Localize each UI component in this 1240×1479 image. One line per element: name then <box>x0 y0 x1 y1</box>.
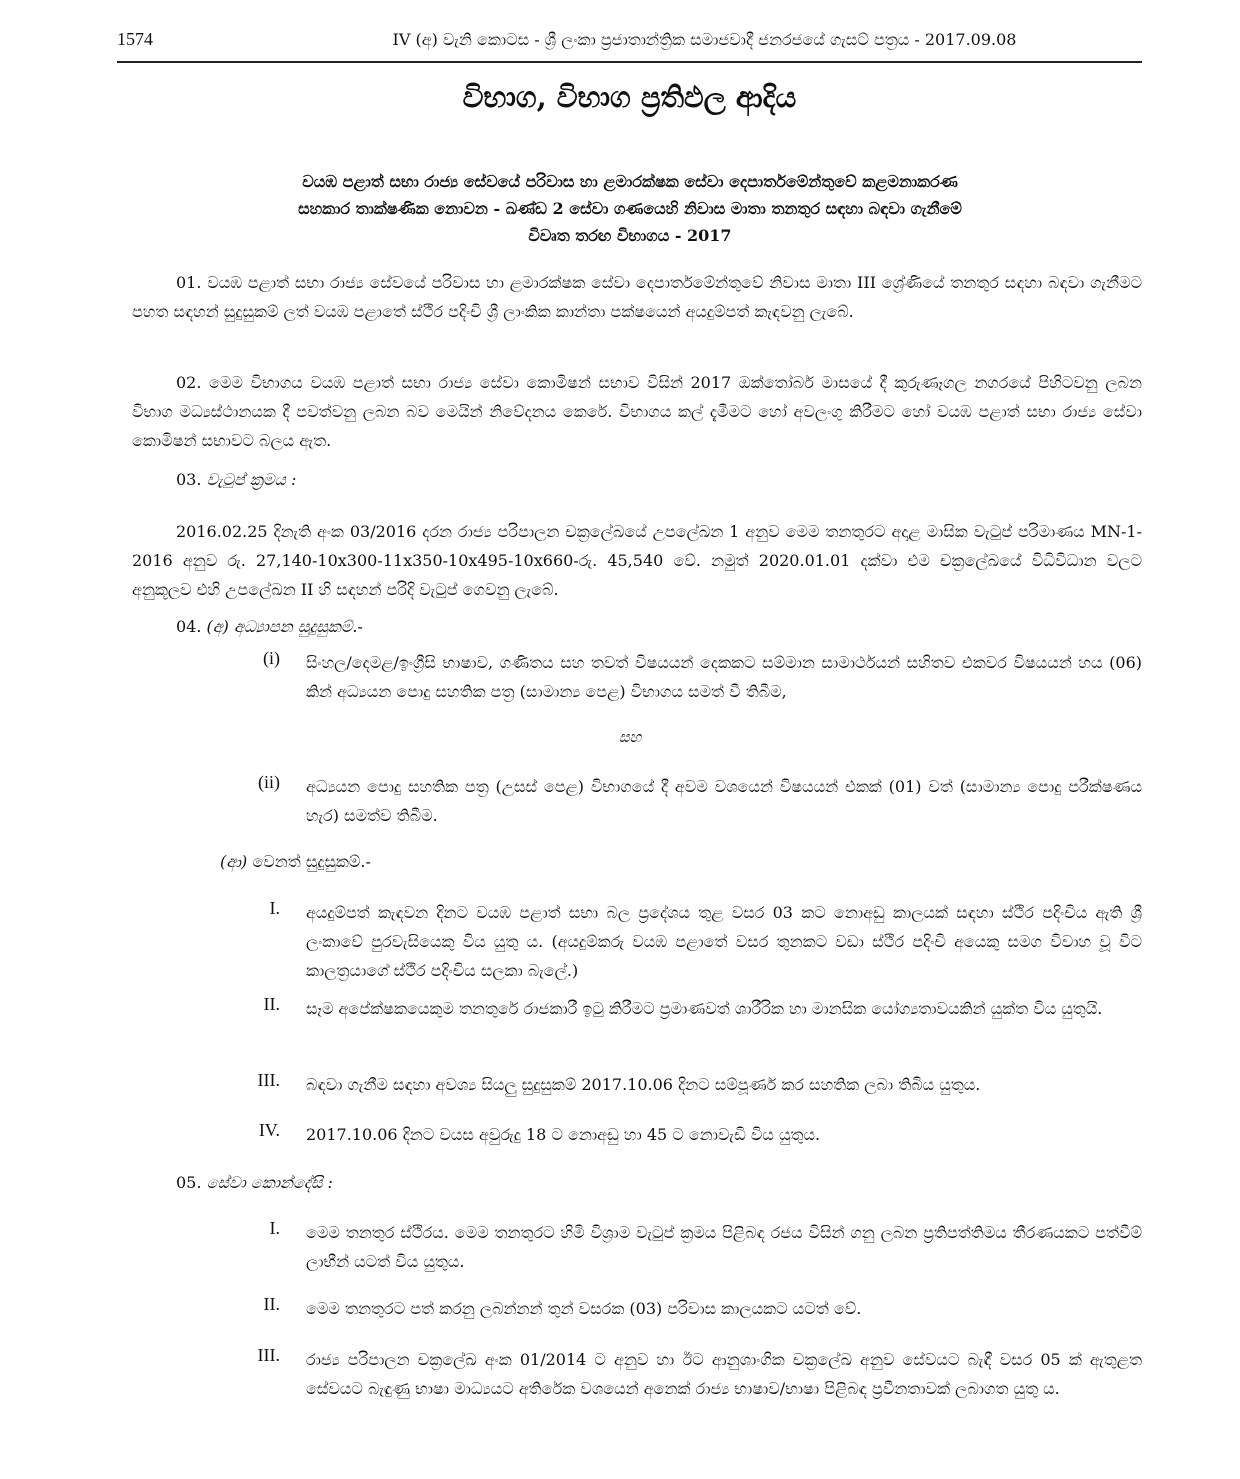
list-text: මෙම තනතුර ස්ථිරය. මෙම තනතුරට හිමි විශ්‍රාම වැටුප් ක්‍රමය පිළිබඳ රජය විසින් ගනු ලබන ප්‍රතිපත්තිමය තීරණයකට පත්වීම් ලාභීන් යටත් විය යුතුය. <box>306 1223 1142 1271</box>
section-title: වැටුප් ක්‍රමය : <box>206 470 297 489</box>
page-title: විභාග, විභාග ප්‍රතිඵල ආදිය <box>462 80 797 114</box>
section-title: වෙනත් සුදුසුකම්.- <box>252 852 371 871</box>
list-text: සෑම අපේක්ෂකයෙකුම තනතුරේ රාජකාරී ඉටු කිරීමට ප්‍රමාණවත් ශාරීරික හා මානසික යෝග්‍යතාවයකින් යුක්ත විය යුතුයි. <box>306 999 1103 1018</box>
list-item <box>240 1345 1142 1403</box>
notice-heading-line: විවෘත තරඟ විභාගය - 2017 <box>528 226 732 245</box>
section-04-heading <box>176 617 363 637</box>
list-marker: (i) <box>263 648 280 668</box>
list-item <box>240 994 1142 1023</box>
page-header <box>117 27 1142 63</box>
list-marker: I. <box>269 898 280 918</box>
section-sub-marker: (අ) <box>206 617 229 636</box>
section-number: 04. <box>176 617 202 636</box>
list-item <box>240 898 1142 985</box>
page-number: 1574 <box>117 29 153 49</box>
list-item <box>240 1120 1142 1149</box>
list-marker: III. <box>257 1070 280 1090</box>
list-text: බඳවා ගැනීම සඳහා අවශ්‍ය සියලු සුදුසුකම් 2017.10.06 දිනට සම්පූර්ණ කර සහතික ලබා තිබිය යුතුය. <box>306 1075 981 1094</box>
list-text: මෙම තනතුරට පත් කරනු ලබන්නන් තුන් වසරක (03) පරිවාස කාලයකට යටත් වේ. <box>306 1299 862 1318</box>
list-text: අධ්‍යයන පොදු සහතික පත්‍ර (උසස් පෙළ) විභාගයේ දී අවම වශයෙන් විෂයයන් එකක් (01) වත් (සාමාන්‍ය පොදු පරීක්ෂණය හැර) සමත්ව තිබීම. <box>306 777 1142 825</box>
list-text: රාජ්‍ය පරිපාලන චක්‍රලේඛ අංක 01/2014 ට අනුව හා ඊට ආනුශාංගික චක්‍රලේඛ අනුව සේවයට බැඳී වසර 05 ක් ඇතුළත සේවයට බැඳුණු භාෂා මාධ්‍යයට අතිරේක වශයෙන් අනෙක් රාජ්‍ය භාෂාව/භාෂා පිළිබඳ ප්‍රවීනතාවක් ලබාගත යුතු ය. <box>306 1350 1142 1398</box>
section-05-heading <box>176 1173 333 1193</box>
notice-heading-line: වයඹ පළාත් සභා රාජ්‍ය සේවයේ පරිවාස හා ළමාරක්ෂක සේවා දෙපාර්තමේන්තුවේ කළමනාකරණ <box>302 172 958 191</box>
list-item <box>240 648 1142 706</box>
list-text: 2017.10.06 දිනට වයස අවුරුදු 18 ට නොඅඩු හා 45 ට නොවැඩි විය යුතුය. <box>306 1125 821 1144</box>
list-item <box>240 772 1142 830</box>
section-sub-marker: (ආ) <box>220 852 248 871</box>
running-head: IV (අ) වැනි කොටස - ශ්‍රී ලංකා ප්‍රජාතාන්ත්‍රික සමාජවාදී ජනරජයේ ගැසට් පත්‍රය - 2017.09.08 <box>392 30 1017 49</box>
section-04b-heading <box>220 852 371 872</box>
paragraph-03: 2016.02.25 දිනැති අංක 03/2016 දරන රාජ්‍ය පරිපාලන චක්‍රලේඛයේ උපලේඛන 1 අනුව මෙම තනතුරට අදාළ මාසික වැටුප් පරිමාණය MN-1-2016 අනුව රු. 27,140-10x300-11x350-10x495-10x660-රු. 45,540 වේ. නමුත් 2020.01.01 දක්වා එම චක්‍රලේඛයේ විධිවිධාන වලට අනුකූලව එහි උපලේඛන II හි සඳහන් පරිදි වැටුප් ගෙවනු ලැබේ. <box>132 522 1142 599</box>
list-marker: II. <box>263 1294 280 1314</box>
section-number: 03. <box>176 470 202 489</box>
list-item <box>240 1070 1142 1099</box>
paragraph-02: 02. මෙම විභාගය වයඹ පළාත් සභා රාජ්‍ය සේවා කොමිෂන් සභාව විසින් 2017 ඔක්තෝබර් මාසයේ දී කුරුණෑගල නගරයේ පිහිටවනු ලබන විභාග මධ්‍යස්ථානයක දී පවත්වනු ලබන බව මෙයින් නිවේදනය කෙරේ. විභාගය කල් දැමීමට හෝ අවලංගු කිරීමට හෝ වයඹ පළාත් සභා රාජ්‍ය සේවා කොමිෂන් සභාවට බලය ඇත. <box>132 373 1142 450</box>
section-03-heading <box>176 470 296 490</box>
list-marker: III. <box>257 1345 280 1365</box>
connector-text: සහ <box>618 728 642 746</box>
notice-heading-line: සහකාර තාක්ෂණික නොවන - ඛණ්ඩ 2 සේවා ගණයෙහි නිවාස මාතා තනතුර සඳහා බඳවා ගැනීමේ <box>298 199 962 218</box>
paragraph-01: 01. වයඹ පළාත් සභා රාජ්‍ය සේවයේ පරිවාස හා ළමාරක්ෂක සේවා දෙපාර්තමේන්තුවේ නිවාස මාතා III ශ්‍රේණියේ තනතුර සඳහා බඳවා ගැනීමට පහත සඳහන් සුදුසුකම් ලත් වයඹ පළාතේ ස්ථිර පදිංචි ශ්‍රී ලාංකික කාන්තා පක්ෂයෙන් අයදුම්පත් කැඳවනු ලැබේ. <box>132 273 1142 321</box>
section-number: 05. <box>176 1173 202 1192</box>
section-title: අධ්‍යාපන සුදුසුකම්.- <box>233 617 363 636</box>
list-item <box>240 1218 1142 1276</box>
list-marker: IV. <box>258 1120 280 1140</box>
list-marker: II. <box>263 994 280 1014</box>
list-item <box>240 1294 1142 1323</box>
list-marker: (ii) <box>258 772 280 792</box>
list-text: සිංහල/දෙමළ/ඉංග්‍රීසි භාෂාව, ගණිතය සහ තවත් විෂයයන් දෙකකට සම්මාන සාමාර්ථයන් සහිතව එකවර විෂයයන් හය (06) කින් අධ්‍යයන පොදු සහතික පත්‍ර (සාමාන්‍ය පෙළ) විභාගය සමත් වී තිබීම, <box>306 653 1142 701</box>
section-title: සේවා කොන්දේසි : <box>206 1173 333 1192</box>
notice-heading <box>150 168 1110 249</box>
list-marker: I. <box>269 1218 280 1238</box>
list-text: අයදුම්පත් කැඳවන දිනට වයඹ පළාත් සභා බල ප්‍රදේශය තුළ වසර 03 කට නොඅඩු කාලයක් සඳහා ස්ථිර පදිංචිය ඇති ශ්‍රී ලංකාවේ පුරවැසියෙකු විය යුතු ය. (අයදුම්කරු වයඹ පළාතේ වසර තුනකට වඩා ස්ථිර පදිංචි අයෙකු සමග විවාහ වූ විට කාලත්‍රයාගේ ස්ථිර පදිංචිය සලකා බැලේ.) <box>306 903 1142 980</box>
